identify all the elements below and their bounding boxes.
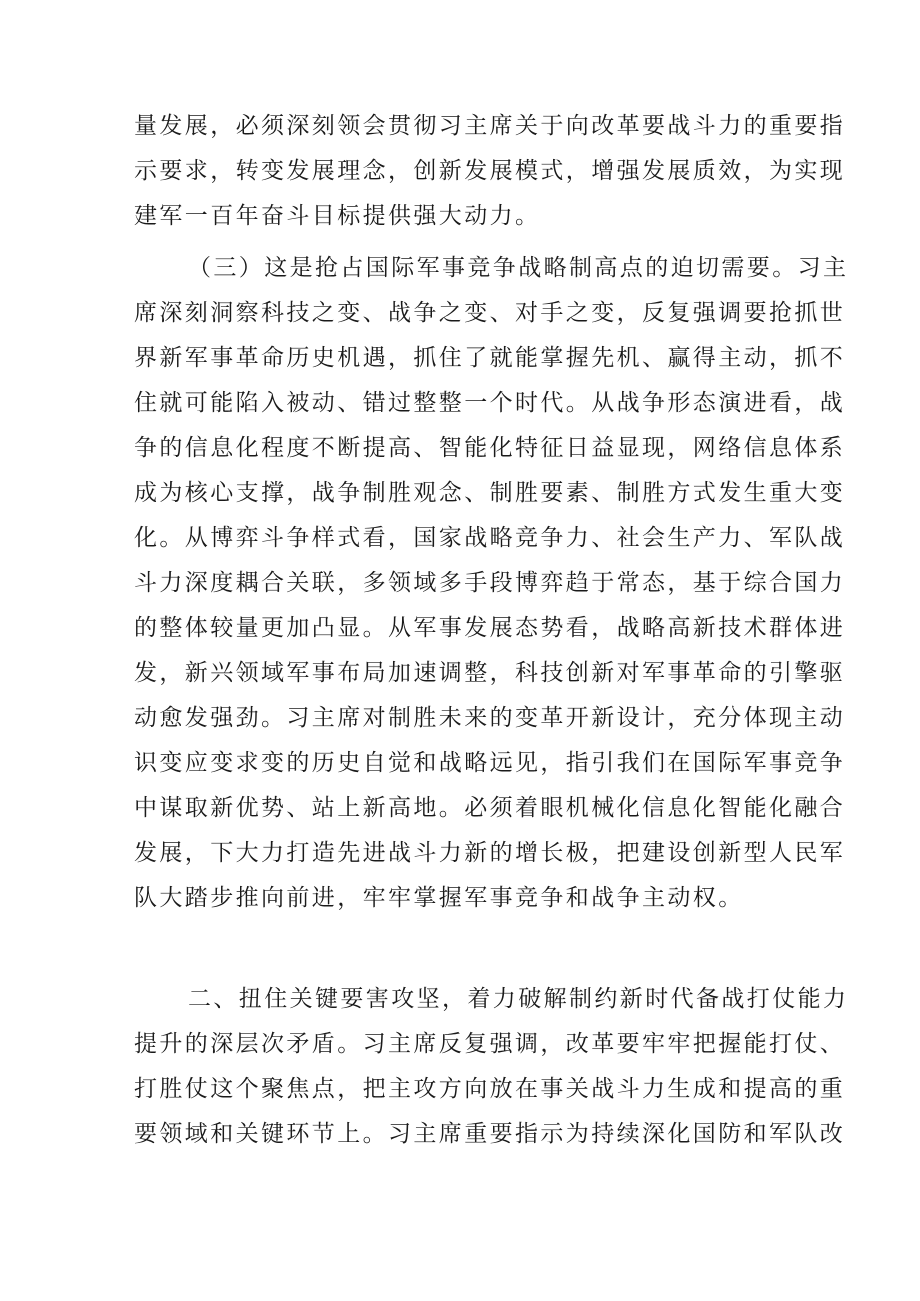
text-line: 队大踏步推向前进，牢牢掌握军事竞争和战争主动权。 <box>134 885 744 911</box>
text-line: 中谋取新优势、站上新高地。必须着眼机械化信息化智能化融合 <box>134 795 846 821</box>
text-line: 动愈发强劲。习主席对制胜未来的变革开新设计，充分体现主动 <box>134 705 846 731</box>
text-line: 要领域和关键环节上。习主席重要指示为持续深化国防和军队改 <box>134 1121 846 1147</box>
paragraph-continuation <box>134 104 846 239</box>
text-line: 打胜仗这个聚焦点，把主攻方向放在事关战斗力生成和提高的重 <box>134 1076 846 1102</box>
paragraph-section-three <box>134 246 849 966</box>
text-line: （三）这是抢占国际军事竞争战略制高点的迫切需要。习主 <box>188 255 849 281</box>
text-line <box>134 921 794 966</box>
paragraph-section-two <box>134 977 849 1157</box>
text-line: 斗力深度耦合关联，多领域多手段博弈趋于常态，基于综合国力 <box>134 570 846 596</box>
text-line: 示要求，转变发展理念，创新发展模式，增强发展质效，为实现 <box>134 158 846 184</box>
text-line: 争的信息化程度不断提高、智能化特征日益显现，网络信息体系 <box>134 435 846 461</box>
text-line: 发展，下大力打造先进战斗力新的增长极，把建设创新型人民军 <box>134 840 846 866</box>
text-line: 发，新兴领域军事布局加速调整，科技创新对军事革命的引擎驱 <box>134 660 846 686</box>
text-line: 化。从博弈斗争样式看，国家战略竞争力、社会生产力、军队战 <box>134 525 846 551</box>
text-line: 识变应变求变的历史自觉和战略远见，指引我们在国际军事竞争 <box>134 750 846 776</box>
text-line: 二、扭住关键要害攻坚，着力破解制约新时代备战打仗能力 <box>188 986 849 1012</box>
text-line: 建军一百年奋斗目标提供强大动力。 <box>134 203 541 229</box>
text-line: 住就可能陷入被动、错过整整一个时代。从战争形态演进看，战 <box>134 390 846 416</box>
text-line: 提升的深层次矛盾。习主席反复强调，改革要牢牢把握能打仗、 <box>134 1031 846 1057</box>
text-line: 成为核心支撑，战争制胜观念、制胜要素、制胜方式发生重大变 <box>134 480 846 506</box>
text-line: 席深刻洞察科技之变、战争之变、对手之变，反复强调要抢抓世 <box>134 300 846 326</box>
text-line: 量发展，必须深刻领会贯彻习主席关于向改革要战斗力的重要指 <box>134 113 846 139</box>
text-line: 界新军事革命历史机遇，抓住了就能掌握先机、赢得主动，抓不 <box>134 345 846 371</box>
document-body <box>134 104 849 1157</box>
text-line: 的整体较量更加凸显。从军事发展态势看，战略高新技术群体进 <box>134 615 846 641</box>
